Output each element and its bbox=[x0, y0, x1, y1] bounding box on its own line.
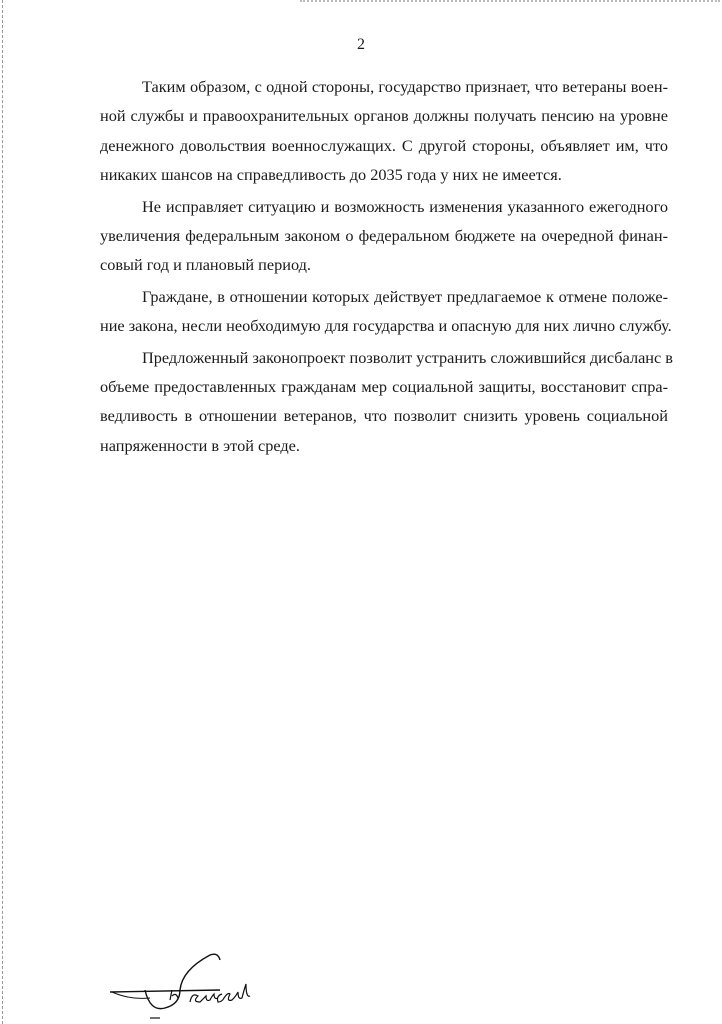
paragraph bbox=[100, 72, 668, 190]
text-line: объеме предоставленных гражданам мер социальной защиты, восстановит спра- bbox=[100, 376, 668, 396]
text-line: Таким образом, с одной стороны, государство признает, что ветераны воен- bbox=[142, 77, 668, 96]
text-line: ной службы и правоохранительных органов должны получать пенсию на уровне bbox=[100, 106, 668, 126]
text-line: Не исправляет ситуацию и возможность изменения указанного ежегодного bbox=[142, 196, 668, 216]
text-line: Предложенный законопроект позволит устранить сложившийся дисбаланс в bbox=[142, 347, 673, 367]
text-line: напряженности в этой среде. bbox=[100, 435, 300, 455]
scan-edge bbox=[2, 0, 3, 1024]
text-line: увеличения федеральным законом о федеральном бюджете на очередной финан- bbox=[100, 225, 668, 245]
document-body bbox=[100, 72, 673, 462]
page-number: 2 bbox=[357, 36, 365, 53]
paragraph bbox=[100, 282, 672, 341]
scan-artifact bbox=[300, 0, 720, 4]
text-line: ведливость в отношении ветеранов, что позволит снизить уровень социальной bbox=[100, 406, 668, 426]
paragraph bbox=[100, 192, 668, 280]
text-line: никаких шансов на справедливость до 2035 года у них не имеется. bbox=[100, 165, 562, 185]
paragraph bbox=[100, 343, 673, 461]
text-line: совый год и плановый период. bbox=[100, 255, 312, 275]
text-line: денежного довольствия военнослужащих. С другой стороны, объявляет им, что bbox=[100, 135, 668, 155]
text-line: Граждане, в отношении которых действует предлагаемое к отмене положе- bbox=[142, 286, 668, 306]
signature bbox=[110, 950, 310, 1020]
text-line: ние закона, несли необходимую для государства и опасную для них лично службу. bbox=[100, 316, 672, 336]
